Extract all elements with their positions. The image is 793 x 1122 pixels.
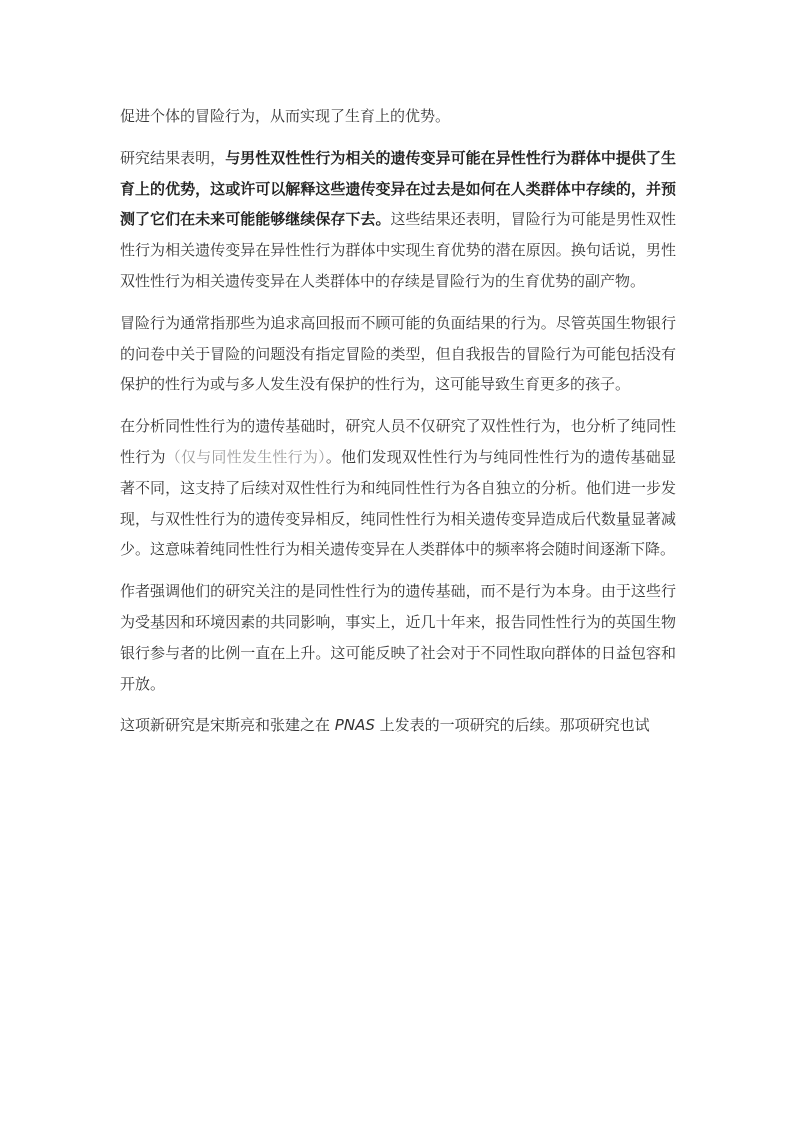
paragraph-5 — [120, 576, 676, 699]
paragraph-2-tail: 这些结果还表明，冒险行为可能是男性双性性行为相关遗传变异在异性性行为群体中实现生育优势的潜在原因。换句话说，男性双性性行为相关遗传变异在人类群体中的存续是冒险行为的生育优势的副产物。 — [120, 210, 676, 290]
paragraph-2 — [120, 143, 676, 297]
paragraph-4-parenthetical: （仅与同性发生性行为） — [165, 447, 326, 466]
paragraph-2-bold-finding: 与男性双性性行为相关的遗传变异可能在异性性行为群体中提供了生育上的优势，这或许可以解释这些遗传变异在过去是如何在人类群体中存续的，并预测了它们在未来可能能够继续保存下去。 — [120, 148, 676, 229]
paragraph-4-tail: 。他们发现双性性行为与纯同性性行为的遗传基础显著不同，这支持了后续对双性性行为和纯同性性行为各自独立的分析。他们进一步发现，与双性性行为的遗传变异相反，纯同性性行为相关遗传变异造成后代数量显著减少。这意味着纯同性性行为相关遗传变异在人类群体中的频率将会随时间逐渐下降。 — [120, 447, 676, 559]
paragraph-4 — [120, 411, 676, 565]
paragraph-6-tail: 上发表的一项研究的后续。那项研究也试 — [379, 716, 650, 735]
paragraph-1-text: 促进个体的冒险行为，从而实现了生育上的优势。 — [120, 107, 451, 125]
paragraph-6 — [120, 710, 676, 741]
paragraph-6-lead: 这项新研究是宋斯亮和张建之在 — [120, 716, 331, 735]
paragraph-5-text: 作者强调他们的研究关注的是同性性行为的遗传基础，而不是行为本身。由于这些行为受基因和环境因素的共同影响，事实上，近几十年来，报告同性性行为的英国生物银行参与者的比例一直在上升。这可能反映了社会对于不同性取向群体的日益包容和开放。 — [120, 582, 676, 693]
paragraph-3 — [120, 308, 676, 400]
journal-name: PNAS — [334, 716, 375, 735]
paragraph-1 — [120, 101, 676, 132]
article-body — [120, 101, 676, 752]
paragraph-2-lead: 研究结果表明， — [120, 148, 226, 167]
paragraph-4-lead: 在分析同性性行为的遗传基础时，研究人员不仅研究了双性性行为，也分析了纯同性性行为 — [120, 417, 676, 466]
paragraph-3-text: 冒险行为通常指那些为追求高回报而不顾可能的负面结果的行为。尽管英国生物银行的问卷中关于冒险的问题没有指定冒险的类型，但自我报告的冒险行为可能包括没有保护的性行为或与多人发生没有保护的性行为，这可能导致生育更多的孩子。 — [120, 313, 676, 394]
